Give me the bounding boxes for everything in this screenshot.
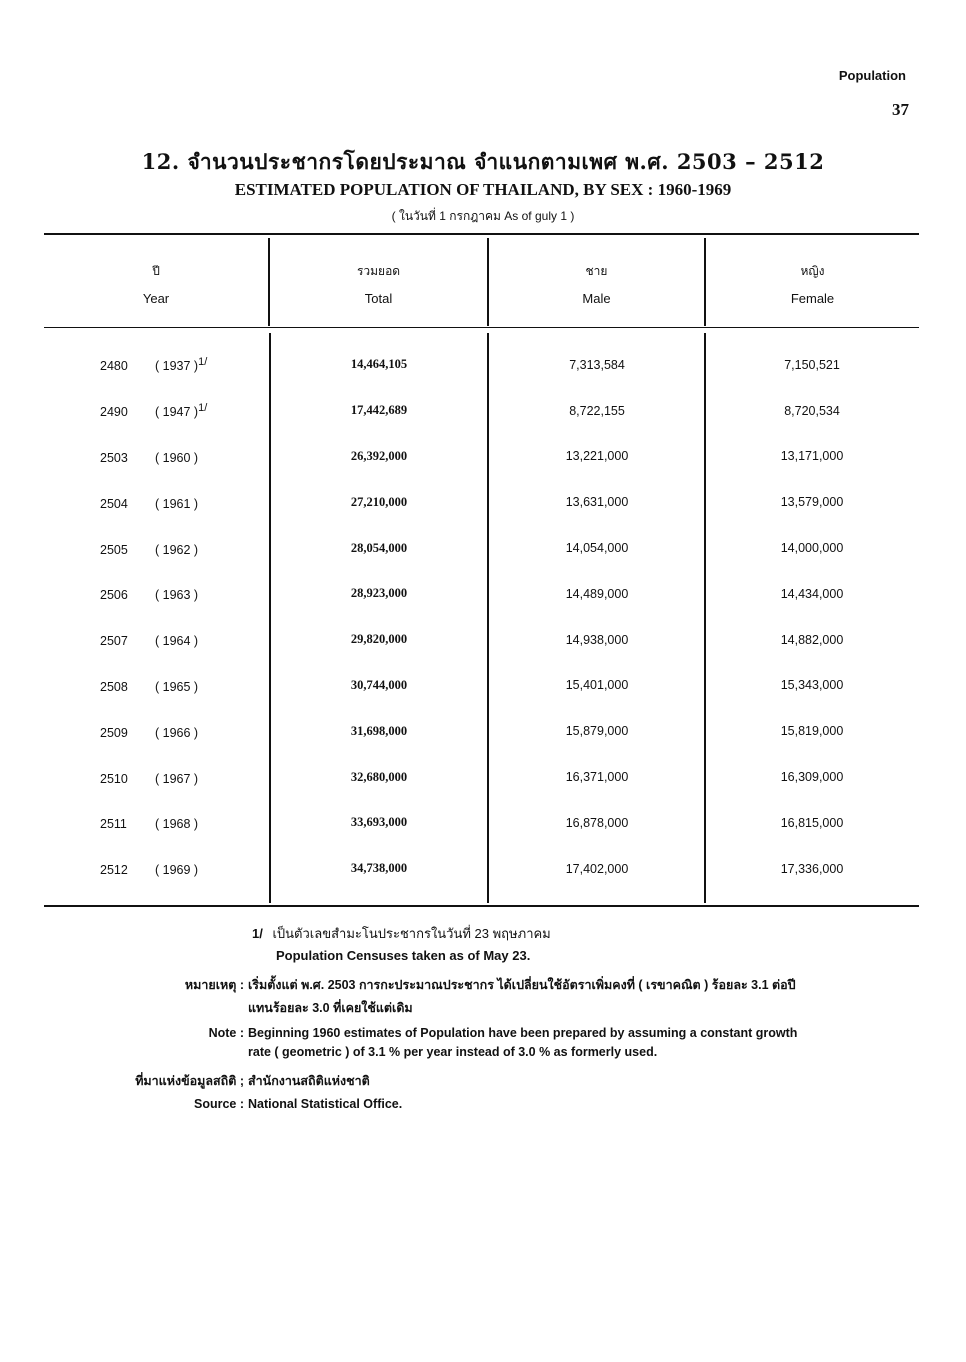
year-common-era: ( 1967 )	[155, 771, 199, 786]
table-row	[44, 525, 919, 571]
female-cell: 13,171,000	[780, 449, 844, 464]
male-cell: 15,879,000	[565, 724, 629, 739]
table-top-rule	[44, 233, 919, 235]
total-cell: 32,680,000	[350, 769, 408, 784]
male-cell: 7,313,584	[569, 357, 625, 372]
table-row	[44, 800, 919, 846]
total-cell: 14,464,105	[350, 357, 408, 372]
female-cell: 13,579,000	[780, 495, 844, 510]
table-row	[44, 846, 919, 892]
year-cell	[44, 708, 269, 754]
year-common-era: ( 1960 )	[155, 451, 199, 466]
source-english-label: Source :	[193, 1097, 244, 1111]
header-male-thai: ชาย	[585, 264, 608, 278]
year-cell	[44, 388, 269, 434]
female-cell: 7,150,521	[784, 357, 840, 372]
column-header-year	[44, 262, 268, 306]
table-bottom-rule	[44, 905, 919, 907]
total-cell: 34,738,000	[350, 861, 408, 876]
year-common-era: ( 1962 )	[155, 542, 199, 557]
header-total-thai: รวมยอด	[356, 264, 401, 278]
year-cell	[44, 434, 269, 480]
table-title-thai	[0, 146, 966, 179]
year-common-era: ( 1965 )	[155, 680, 199, 695]
male-cell: 17,402,000	[565, 861, 629, 876]
female-cell: 14,882,000	[780, 632, 844, 647]
year-buddhist-era: 2503	[100, 451, 128, 466]
header-female-english: Female	[790, 291, 835, 306]
year-buddhist-era: 2508	[100, 680, 128, 695]
male-cell: 16,371,000	[565, 770, 629, 785]
year-cell	[44, 800, 269, 846]
table-number: 12.	[141, 149, 180, 174]
table-row	[44, 571, 919, 617]
footnote-mark: 1/	[252, 926, 263, 941]
header-female-thai: หญิง	[800, 264, 825, 278]
total-cell: 29,820,000	[350, 632, 408, 647]
column-header-female	[706, 262, 919, 306]
remark-thai-label: หมายเหตุ :	[184, 978, 244, 992]
population-table	[44, 342, 919, 892]
female-cell: 15,819,000	[780, 724, 844, 739]
male-cell: 14,489,000	[565, 586, 629, 601]
year-buddhist-era: 2504	[100, 496, 128, 511]
year-buddhist-era: 2512	[100, 863, 128, 878]
total-cell: 26,392,000	[350, 448, 408, 463]
male-cell: 16,878,000	[565, 815, 629, 830]
source-thai-label: ที่มาแห่งข้อมูลสถิติ ;	[135, 1074, 244, 1088]
male-cell: 14,938,000	[565, 632, 629, 647]
male-cell: 13,631,000	[565, 495, 629, 510]
female-cell: 17,336,000	[780, 861, 844, 876]
total-cell: 17,442,689	[350, 403, 408, 418]
year-buddhist-era: 2506	[100, 588, 128, 603]
year-common-era: ( 1968 )	[155, 817, 199, 832]
female-cell: 16,309,000	[780, 770, 844, 785]
source-thai-value: สำนักงานสถิติแห่งชาติ	[248, 1074, 370, 1088]
total-cell: 33,693,000	[350, 815, 408, 830]
year-common-era: ( 1964 )	[155, 634, 199, 649]
remark-thai-line-2: แทนร้อยละ 3.0 ที่เคยใช้แต่เดิม	[248, 1001, 413, 1015]
table-body	[44, 342, 919, 892]
year-common-era: ( 1963 )	[155, 588, 199, 603]
column-header-total	[270, 262, 487, 306]
year-cell	[44, 479, 269, 525]
header-bottom-rule	[44, 327, 919, 328]
table-row	[44, 479, 919, 525]
page-number: 37	[892, 100, 909, 119]
year-cell	[44, 846, 269, 892]
note-english-label: Note :	[208, 1026, 244, 1040]
male-cell: 13,221,000	[565, 449, 629, 464]
footnote-thai-line	[252, 923, 551, 944]
year-cell	[44, 617, 269, 663]
total-cell: 27,210,000	[350, 494, 408, 509]
female-cell: 15,343,000	[780, 678, 844, 693]
total-cell: 31,698,000	[350, 723, 408, 738]
footnote-reference: 1/	[198, 356, 208, 369]
year-cell	[44, 525, 269, 571]
female-cell: 16,815,000	[780, 815, 844, 830]
table-subtitle: ( ในวันที่ 1 กรกฎาคม As of guly 1 )	[391, 209, 575, 223]
year-buddhist-era: 2509	[100, 725, 128, 740]
note-english-line-2: rate ( geometric ) of 3.1 % per year instead of 3.0 % as formerly used.	[248, 1045, 658, 1059]
year-buddhist-era: 2507	[100, 634, 128, 649]
header-year-thai: ปี	[152, 264, 160, 278]
total-cell: 28,054,000	[350, 540, 408, 555]
male-cell: 8,722,155	[569, 403, 625, 418]
year-cell	[44, 754, 269, 800]
footnote-reference: 1/	[198, 402, 208, 415]
remark-thai-line-1: เริ่มตั้งแต่ พ.ศ. 2503 การกะประมาณประชากร ได้เปลี่ยนใช้อัตราเพิ่มคงที่ ( เรขาคณิต ) ร้อยละ 3.1 ต่อปี	[248, 978, 796, 992]
table-row	[44, 342, 919, 388]
female-cell: 14,000,000	[780, 541, 844, 556]
note-english-line-1: Beginning 1960 estimates of Population have been prepared by assuming a constant growth	[248, 1026, 798, 1040]
title-thai-text: จำนวนประชากรโดยประมาณ จำแนกตามเพศ พ.ศ. 2503 – 2512	[187, 149, 825, 174]
footnote	[252, 923, 551, 963]
year-buddhist-era: 2480	[100, 359, 128, 374]
year-common-era: ( 1947 )	[155, 405, 199, 420]
section-name: Population	[838, 68, 906, 83]
header-male-english: Male	[582, 291, 611, 306]
year-buddhist-era: 2511	[100, 817, 127, 832]
header-total-english: Total	[364, 291, 393, 306]
table-row	[44, 434, 919, 480]
male-cell: 15,401,000	[565, 678, 629, 693]
year-common-era: ( 1961 )	[155, 496, 199, 511]
table-row	[44, 708, 919, 754]
female-cell: 8,720,534	[784, 403, 840, 418]
table-row	[44, 663, 919, 709]
male-cell: 14,054,000	[565, 541, 629, 556]
year-buddhist-era: 2505	[100, 542, 128, 557]
table-row	[44, 388, 919, 434]
footnote-thai: เป็นตัวเลขสำมะโนประชากรในวันที่ 23 พฤษภาคม	[272, 926, 551, 941]
table-row	[44, 754, 919, 800]
year-buddhist-era: 2510	[100, 771, 128, 786]
header-year-english: Year	[142, 291, 170, 306]
year-common-era: ( 1937 )	[155, 359, 199, 374]
year-cell	[44, 571, 269, 617]
year-cell	[44, 663, 269, 709]
table-row	[44, 617, 919, 663]
footnote-english: Population Censuses taken as of May 23.	[276, 948, 531, 963]
total-cell: 28,923,000	[350, 586, 408, 601]
source-english-value: National Statistical Office.	[248, 1097, 403, 1111]
year-cell	[44, 342, 269, 388]
year-buddhist-era: 2490	[100, 405, 128, 420]
year-common-era: ( 1969 )	[155, 863, 199, 878]
table-title-english: ESTIMATED POPULATION OF THAILAND, BY SEX : 1960-1969	[234, 180, 732, 199]
column-header-male	[489, 262, 704, 306]
total-cell: 30,744,000	[350, 677, 408, 692]
female-cell: 14,434,000	[780, 586, 844, 601]
year-common-era: ( 1966 )	[155, 725, 199, 740]
